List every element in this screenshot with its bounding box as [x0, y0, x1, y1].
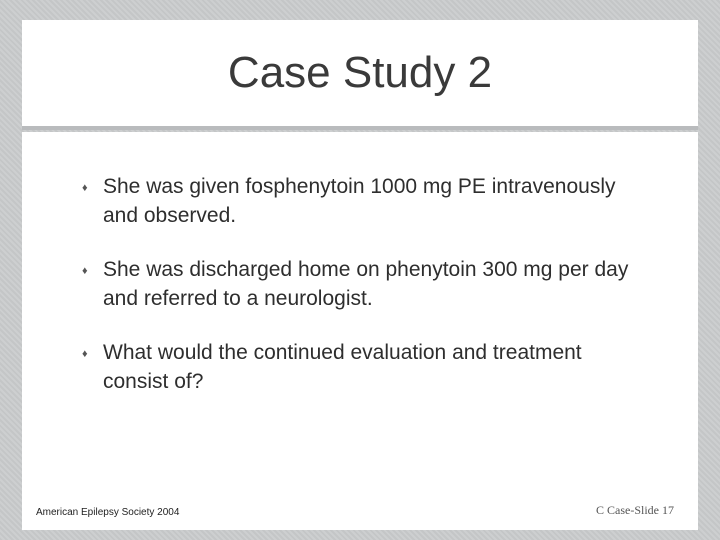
title-divider — [22, 126, 698, 130]
bullet-item — [76, 338, 636, 396]
bullet-icon: ♦ — [82, 265, 88, 277]
bullet-item — [76, 172, 636, 230]
footer-source: American Epilepsy Society 2004 — [36, 507, 180, 518]
footer-slide-number: C Case-Slide 17 — [596, 503, 674, 517]
bullet-text: She was given fosphenytoin 1000 mg PE intravenously and observed. — [103, 175, 616, 227]
bullet-text: She was discharged home on phenytoin 300 mg per day and referred to a neurologist. — [103, 258, 629, 310]
bullet-text: What would the continued evaluation and treatment consist of? — [103, 341, 582, 393]
bullet-icon: ♦ — [82, 348, 88, 360]
bullet-list — [76, 172, 636, 421]
bullet-item — [76, 255, 636, 313]
slide-title: Case Study 2 — [227, 48, 493, 97]
bullet-icon: ♦ — [82, 182, 88, 194]
